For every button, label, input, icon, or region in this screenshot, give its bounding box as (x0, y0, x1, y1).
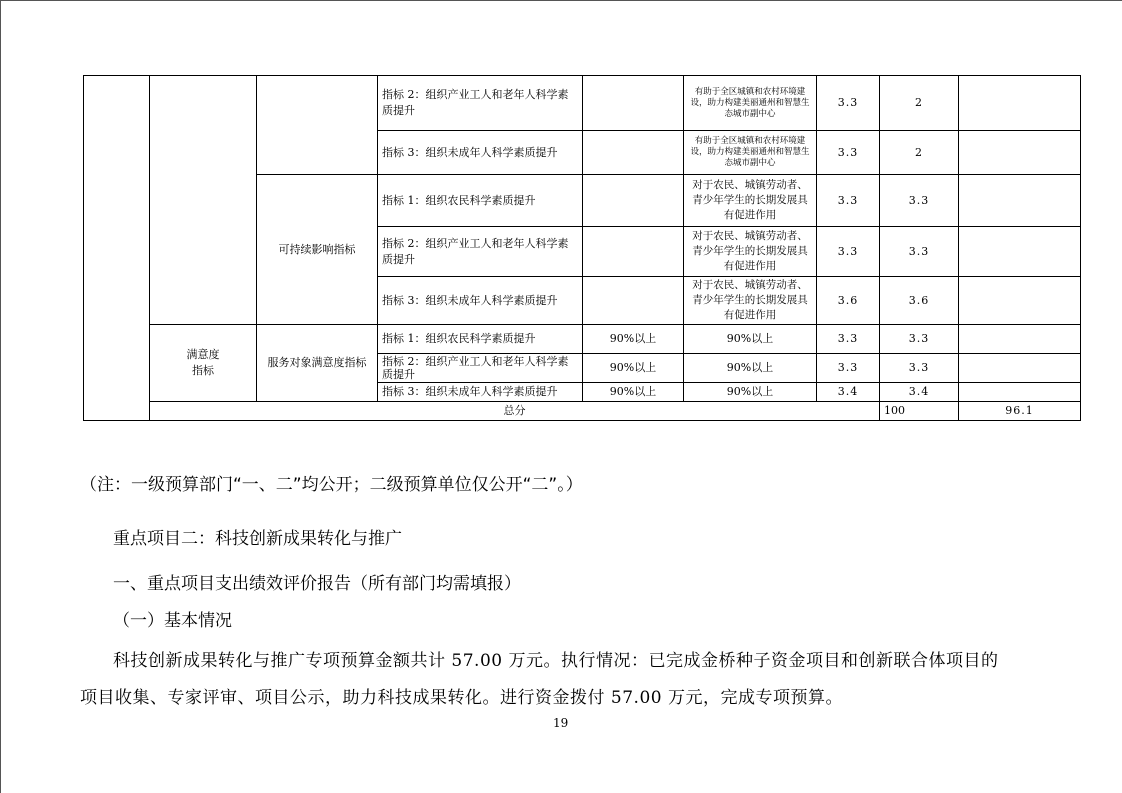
satisfaction-l2-cell: 服务对象满意度指标 (257, 325, 378, 402)
table-row (84, 325, 1081, 354)
target-cell: 90%以上 (583, 325, 684, 354)
target-cell: 90%以上 (583, 354, 684, 383)
score-cell: 3.3 (880, 325, 959, 354)
score-cell: 3.6 (880, 277, 959, 325)
weight-cell: 3.3 (817, 131, 880, 175)
project-title: 重点项目二：科技创新成果转化与推广 (113, 529, 402, 549)
target-cell: 90%以上 (583, 383, 684, 402)
page-edge-top (0, 0, 1122, 1)
total-weight: 100 (880, 402, 959, 421)
remark-cell (959, 76, 1081, 131)
indicator-cell: 指标 3：组织未成年人科学素质提升 (378, 383, 583, 402)
remark-cell (959, 227, 1081, 277)
score-cell: 2 (880, 76, 959, 131)
effect-cell: 有助于全区城镇和农村环境建设，助力构建美丽通州和智慧生态城市副中心 (684, 131, 817, 175)
effect-cell: 对于农民、城镇劳动者、青少年学生的长期发展具有促进作用 (684, 175, 817, 227)
indicator-cell: 指标 1：组织农民科学素质提升 (378, 325, 583, 354)
sustainable-group-cell: 可持续影响指标 (257, 175, 378, 325)
effect-cell: 有助于全区城镇和农村环境建设，助力构建美丽通州和智慧生态城市副中心 (684, 76, 817, 131)
target-cell (583, 76, 684, 131)
disclosure-note: （注：一级预算部门“一、二”均公开；二级预算单位仅公开“二”。） (80, 475, 583, 495)
remark-cell (959, 131, 1081, 175)
paragraph-line: 科技创新成果转化与推广专项预算金额共计 57.00 万元。执行情况：已完成金桥种子资金项目和创新联合体项目的 (113, 651, 999, 671)
target-cell (583, 227, 684, 277)
target-cell (583, 175, 684, 227)
effect-cell: 对于农民、城镇劳动者、青少年学生的长期发展具有促进作用 (684, 277, 817, 325)
effect-cell: 对于农民、城镇劳动者、青少年学生的长期发展具有促进作用 (684, 227, 817, 277)
indicator-cell: 指标 2：组织产业工人和老年人科学素质提升 (378, 227, 583, 277)
score-cell: 3.3 (880, 354, 959, 383)
effect-cell: 90%以上 (684, 354, 817, 383)
remark-cell (959, 383, 1081, 402)
level3-cell (257, 76, 378, 175)
weight-cell: 3.3 (817, 227, 880, 277)
weight-cell: 3.3 (817, 325, 880, 354)
weight-cell: 3.4 (817, 383, 880, 402)
target-cell (583, 131, 684, 175)
remark-cell (959, 325, 1081, 354)
effect-cell: 90%以上 (684, 383, 817, 402)
target-cell (583, 277, 684, 325)
total-score: 96.1 (959, 402, 1081, 421)
subsection-heading: （一）基本情况 (113, 611, 232, 631)
level1-cell (84, 76, 150, 421)
paragraph-line: 项目收集、专家评审、项目公示，助力科技成果转化。进行资金拨付 57.00 万元，完成专项预算。 (80, 688, 843, 708)
remark-cell (959, 175, 1081, 227)
performance-table (83, 75, 1081, 421)
weight-cell: 3.3 (817, 175, 880, 227)
satisfaction-l1-cell: 满意度 指标 (150, 325, 257, 402)
remark-cell (959, 354, 1081, 383)
indicator-cell: 指标 2：组织产业工人和老年人科学素质提升 (378, 76, 583, 131)
total-row (84, 402, 1081, 421)
indicator-cell: 指标 3：组织未成年人科学素质提升 (378, 131, 583, 175)
weight-cell: 3.6 (817, 277, 880, 325)
level2-cell (150, 76, 257, 325)
table-row (84, 76, 1081, 131)
indicator-cell: 指标 2：组织产业工人和老年人科学素质提升 (378, 354, 583, 383)
total-label: 总分 (150, 402, 880, 421)
score-cell: 3.3 (880, 227, 959, 277)
weight-cell: 3.3 (817, 354, 880, 383)
score-cell: 3.3 (880, 175, 959, 227)
effect-cell: 90%以上 (684, 325, 817, 354)
score-cell: 2 (880, 131, 959, 175)
weight-cell: 3.3 (817, 76, 880, 131)
indicator-cell: 指标 1：组织农民科学素质提升 (378, 175, 583, 227)
section-heading: 一、重点项目支出绩效评价报告（所有部门均需填报） (113, 574, 521, 594)
indicator-cell: 指标 3：组织未成年人科学素质提升 (378, 277, 583, 325)
page-edge-left (0, 0, 1, 793)
score-cell: 3.4 (880, 383, 959, 402)
page-number: 19 (553, 716, 569, 730)
remark-cell (959, 277, 1081, 325)
